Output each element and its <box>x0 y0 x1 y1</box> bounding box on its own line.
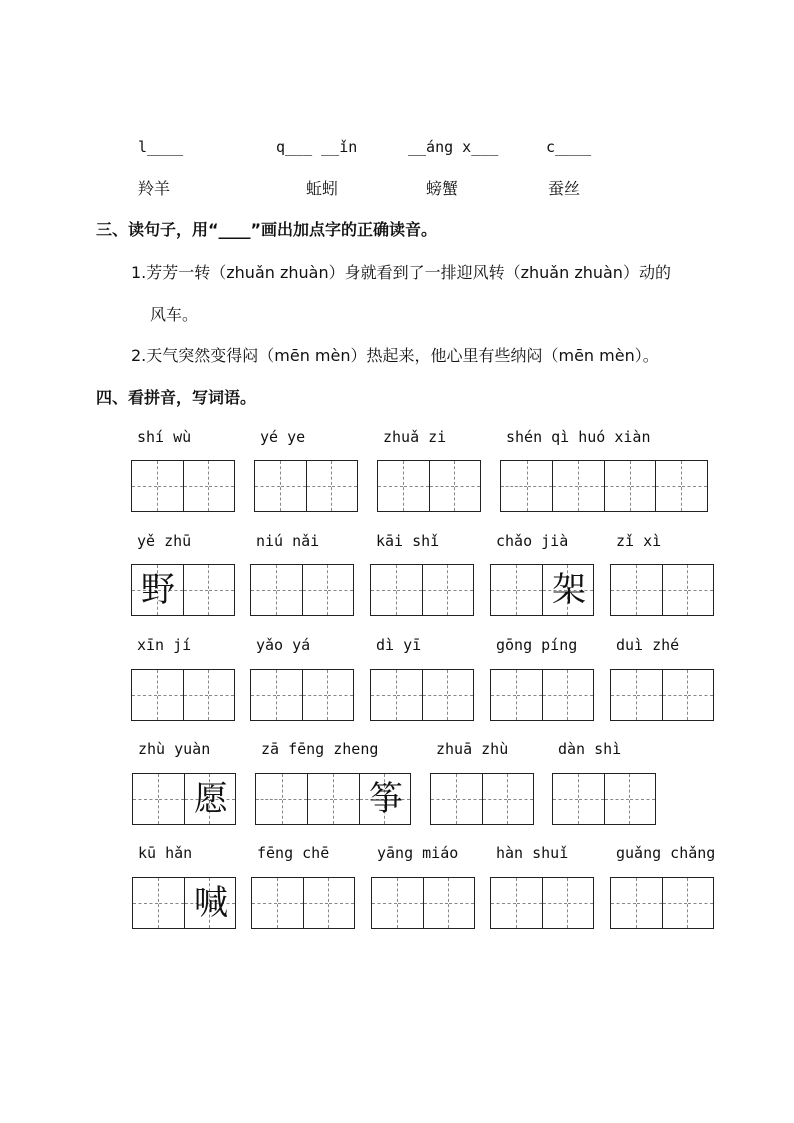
grid-dashed-guide <box>158 486 183 487</box>
word-pinyin: gōng píng <box>496 636 578 654</box>
grid-half-cell <box>578 461 604 511</box>
character-writing-grid[interactable] <box>131 460 235 512</box>
grid-dashed-guide <box>332 486 357 487</box>
given-character: 愿 <box>194 779 228 819</box>
word-pinyin: zhù yuàn <box>138 740 211 758</box>
grid-half-cell <box>306 461 332 511</box>
grid-half-cell <box>423 878 449 928</box>
character-writing-grid[interactable] <box>254 460 358 512</box>
grid-half-cell <box>255 461 280 511</box>
grid-half-cell <box>516 565 542 615</box>
grid-dashed-guide <box>132 695 157 696</box>
word-pinyin: zhuā zhù <box>436 740 509 758</box>
grid-half-cell <box>208 461 234 511</box>
grid-dashed-guide <box>133 903 158 904</box>
grid-dashed-guide <box>281 486 306 487</box>
grid-half-cell <box>630 461 656 511</box>
grid-half-cell <box>397 878 423 928</box>
grid-half-cell <box>328 878 354 928</box>
grid-half-cell <box>302 565 328 615</box>
grid-dashed-guide <box>329 903 354 904</box>
grid-dashed-guide <box>637 590 662 591</box>
grid-half-cell <box>431 774 456 824</box>
grid-half-cell <box>371 670 396 720</box>
grid-dashed-guide <box>605 486 630 487</box>
grid-half-cell <box>333 774 359 824</box>
word-pinyin: zā fēng zheng <box>261 740 379 758</box>
grid-dashed-guide <box>656 486 681 487</box>
grid-half-cell <box>542 670 568 720</box>
grid-half-cell <box>133 774 158 824</box>
word-pinyin: shén qì huó xiàn <box>506 428 651 446</box>
grid-half-cell <box>158 774 184 824</box>
grid-dashed-guide <box>553 799 578 800</box>
grid-half-cell <box>251 565 276 615</box>
grid-half-cell <box>183 565 209 615</box>
grid-dashed-guide <box>397 590 422 591</box>
grid-dashed-guide <box>184 486 209 487</box>
grid-half-cell <box>552 461 578 511</box>
grid-half-cell <box>157 461 183 511</box>
character-writing-grid[interactable] <box>430 773 534 825</box>
grid-half-cell <box>276 670 302 720</box>
grid-dashed-guide <box>491 695 516 696</box>
grid-half-cell <box>372 878 397 928</box>
grid-half-cell <box>491 670 516 720</box>
word-pinyin: fēng chē <box>257 844 330 862</box>
grid-dashed-guide <box>251 590 276 591</box>
grid-half-cell <box>507 774 533 824</box>
word-pinyin: duì zhé <box>616 636 680 654</box>
grid-half-cell <box>516 878 542 928</box>
grid-dashed-guide <box>637 695 662 696</box>
character-writing-grid[interactable] <box>131 669 235 721</box>
blank-pinyin-2: q___ __ǐn <box>276 138 358 156</box>
grid-dashed-guide <box>637 903 662 904</box>
word-pinyin: niú nǎi <box>256 532 320 550</box>
grid-dashed-guide <box>688 903 713 904</box>
grid-half-cell <box>482 774 508 824</box>
grid-dashed-guide <box>209 695 234 696</box>
grid-dashed-guide <box>423 695 448 696</box>
grid-dashed-guide <box>611 903 636 904</box>
grid-half-cell <box>277 878 303 928</box>
character-writing-grid[interactable] <box>610 669 714 721</box>
given-character: 喊 <box>194 883 228 923</box>
grid-dashed-guide <box>303 590 328 591</box>
grid-dashed-guide <box>543 695 568 696</box>
grid-half-cell <box>403 461 429 511</box>
grid-half-cell <box>327 670 353 720</box>
grid-half-cell <box>282 774 308 824</box>
character-writing-grid[interactable] <box>131 564 235 616</box>
grid-half-cell <box>611 878 636 928</box>
grid-half-cell <box>604 461 630 511</box>
grid-half-cell <box>567 670 593 720</box>
grid-half-cell <box>276 565 302 615</box>
character-writing-grid[interactable] <box>490 669 594 721</box>
word-pinyin: zǐ xì <box>616 532 662 550</box>
blank-word-2: 蚯蚓 <box>306 179 339 198</box>
word-pinyin: kāi shǐ <box>376 532 440 550</box>
character-writing-grid[interactable] <box>251 877 355 929</box>
grid-dashed-guide <box>611 695 636 696</box>
character-writing-grid[interactable] <box>255 773 411 825</box>
grid-dashed-guide <box>308 799 333 800</box>
grid-dashed-guide <box>278 903 303 904</box>
grid-dashed-guide <box>448 695 473 696</box>
grid-half-cell <box>208 670 234 720</box>
grid-half-cell <box>208 565 234 615</box>
grid-half-cell <box>327 565 353 615</box>
character-writing-grid[interactable] <box>490 877 594 929</box>
grid-half-cell <box>491 565 516 615</box>
grid-half-cell <box>604 774 630 824</box>
grid-half-cell <box>307 774 333 824</box>
blank-word-4: 蚕丝 <box>548 179 581 198</box>
grid-half-cell <box>133 878 158 928</box>
character-writing-grid[interactable] <box>250 669 354 721</box>
character-writing-grid[interactable] <box>370 669 474 721</box>
grid-dashed-guide <box>424 903 449 904</box>
grid-dashed-guide <box>663 695 688 696</box>
grid-dashed-guide <box>256 799 282 800</box>
grid-dashed-guide <box>372 903 397 904</box>
grid-half-cell <box>687 565 713 615</box>
grid-half-cell <box>662 565 688 615</box>
grid-half-cell <box>183 670 209 720</box>
grid-half-cell <box>516 670 542 720</box>
grid-half-cell <box>280 461 306 511</box>
grid-dashed-guide <box>630 799 655 800</box>
grid-half-cell <box>396 670 422 720</box>
grid-half-cell <box>636 878 662 928</box>
grid-dashed-guide <box>528 486 553 487</box>
grid-half-cell <box>396 565 422 615</box>
grid-dashed-guide <box>328 590 353 591</box>
grid-half-cell <box>567 878 593 928</box>
section4-heading: 四、看拼音，写词语。 <box>96 388 257 407</box>
grid-dashed-guide <box>277 695 302 696</box>
blank-pinyin-4: c____ <box>546 138 592 156</box>
grid-dashed-guide <box>448 590 473 591</box>
character-writing-grid[interactable] <box>370 564 474 616</box>
grid-half-cell <box>553 774 578 824</box>
grid-half-cell <box>371 565 396 615</box>
grid-half-cell <box>501 461 527 511</box>
word-pinyin: chǎo jià <box>496 532 569 550</box>
character-writing-grid[interactable] <box>500 460 708 512</box>
grid-half-cell <box>157 670 183 720</box>
grid-half-cell <box>636 565 662 615</box>
grid-half-cell <box>454 461 480 511</box>
grid-dashed-guide <box>209 486 234 487</box>
character-writing-grid[interactable] <box>250 564 354 616</box>
grid-dashed-guide <box>277 590 302 591</box>
grid-dashed-guide <box>568 903 593 904</box>
grid-dashed-guide <box>449 903 474 904</box>
section3-sentence2: 2.天气突然变得闷（mēn mèn）热起来，他心里有些纳闷（mēn mèn）。 <box>131 346 659 365</box>
section3-sentence1-line2: 风车。 <box>150 305 199 324</box>
blank-pinyin-1: l____ <box>138 138 184 156</box>
grid-half-cell <box>303 878 329 928</box>
character-writing-grid[interactable] <box>371 877 475 929</box>
grid-half-cell <box>578 774 604 824</box>
grid-dashed-guide <box>501 486 527 487</box>
grid-half-cell <box>687 878 713 928</box>
grid-dashed-guide <box>431 799 456 800</box>
grid-dashed-guide <box>378 486 403 487</box>
word-pinyin: kū hǎn <box>138 844 193 862</box>
grid-dashed-guide <box>328 695 353 696</box>
grid-dashed-guide <box>397 695 422 696</box>
grid-dashed-guide <box>184 590 209 591</box>
grid-half-cell <box>662 670 688 720</box>
grid-dashed-guide <box>517 695 542 696</box>
word-pinyin: yǎo yá <box>256 636 311 654</box>
grid-dashed-guide <box>491 903 516 904</box>
grid-dashed-guide <box>455 486 480 487</box>
grid-dashed-guide <box>457 799 482 800</box>
grid-dashed-guide <box>398 903 423 904</box>
grid-half-cell <box>422 670 448 720</box>
grid-half-cell <box>422 565 448 615</box>
character-writing-grid[interactable] <box>610 877 714 929</box>
grid-dashed-guide <box>304 903 329 904</box>
grid-dashed-guide <box>158 695 183 696</box>
grid-dashed-guide <box>132 486 157 487</box>
character-writing-grid[interactable] <box>132 773 236 825</box>
grid-dashed-guide <box>517 590 542 591</box>
grid-half-cell <box>662 878 688 928</box>
grid-half-cell <box>378 461 403 511</box>
grid-half-cell <box>302 670 328 720</box>
grid-dashed-guide <box>423 590 448 591</box>
word-pinyin: yé ye <box>260 428 306 446</box>
character-writing-grid[interactable] <box>552 773 656 825</box>
grid-half-cell <box>636 670 662 720</box>
grid-dashed-guide <box>430 486 455 487</box>
blank-pinyin-3: __áng x___ <box>408 138 499 156</box>
grid-dashed-guide <box>579 799 604 800</box>
grid-dashed-guide <box>303 695 328 696</box>
grid-half-cell <box>456 774 482 824</box>
grid-half-cell <box>251 670 276 720</box>
grid-half-cell <box>183 461 209 511</box>
word-pinyin: shí wù <box>137 428 192 446</box>
word-pinyin: dì yī <box>376 636 422 654</box>
grid-half-cell <box>447 565 473 615</box>
grid-dashed-guide <box>371 590 396 591</box>
character-writing-grid[interactable] <box>132 877 236 929</box>
word-pinyin: yāng miáo <box>377 844 459 862</box>
grid-dashed-guide <box>283 799 308 800</box>
grid-dashed-guide <box>553 486 578 487</box>
grid-half-cell <box>252 878 277 928</box>
grid-dashed-guide <box>371 695 396 696</box>
grid-half-cell <box>681 461 707 511</box>
grid-dashed-guide <box>209 590 234 591</box>
grid-dashed-guide <box>605 799 630 800</box>
grid-half-cell <box>132 461 157 511</box>
character-writing-grid[interactable] <box>610 564 714 616</box>
grid-dashed-guide <box>255 486 280 487</box>
grid-dashed-guide <box>611 590 636 591</box>
blank-word-3: 螃蟹 <box>426 179 459 198</box>
word-pinyin: xīn jí <box>137 636 192 654</box>
grid-dashed-guide <box>508 799 533 800</box>
grid-dashed-guide <box>631 486 656 487</box>
grid-half-cell <box>158 878 184 928</box>
grid-dashed-guide <box>663 903 688 904</box>
grid-dashed-guide <box>491 590 516 591</box>
grid-dashed-guide <box>517 903 542 904</box>
grid-dashed-guide <box>579 486 604 487</box>
grid-dashed-guide <box>568 695 593 696</box>
grid-half-cell <box>256 774 282 824</box>
character-writing-grid[interactable] <box>490 564 594 616</box>
word-pinyin: zhuǎ zi <box>383 428 447 446</box>
word-pinyin: guǎng chǎng <box>616 844 716 862</box>
grid-half-cell <box>687 670 713 720</box>
word-pinyin: dàn shì <box>558 740 622 758</box>
grid-dashed-guide <box>159 903 184 904</box>
grid-half-cell <box>447 670 473 720</box>
grid-half-cell <box>429 461 455 511</box>
grid-half-cell <box>331 461 357 511</box>
given-character: 架 <box>552 570 586 610</box>
grid-dashed-guide <box>133 799 158 800</box>
grid-dashed-guide <box>688 695 713 696</box>
grid-dashed-guide <box>663 590 688 591</box>
grid-half-cell <box>527 461 553 511</box>
grid-dashed-guide <box>688 590 713 591</box>
grid-dashed-guide <box>543 903 568 904</box>
word-pinyin: hàn shuǐ <box>496 844 569 862</box>
grid-dashed-guide <box>483 799 508 800</box>
grid-half-cell <box>132 670 157 720</box>
grid-dashed-guide <box>252 903 277 904</box>
blank-word-1: 羚羊 <box>138 179 171 198</box>
grid-dashed-guide <box>159 799 184 800</box>
grid-dashed-guide <box>307 486 332 487</box>
grid-dashed-guide <box>404 486 429 487</box>
grid-dashed-guide <box>251 695 276 696</box>
grid-half-cell <box>611 565 636 615</box>
grid-half-cell <box>629 774 655 824</box>
grid-dashed-guide <box>334 799 359 800</box>
word-pinyin: yě zhū <box>137 532 192 550</box>
section3-heading: 三、读句子，用“____”画出加点字的正确读音。 <box>96 220 438 239</box>
given-character: 野 <box>141 570 175 610</box>
character-writing-grid[interactable] <box>377 460 481 512</box>
grid-half-cell <box>491 878 516 928</box>
grid-half-cell <box>448 878 474 928</box>
grid-dashed-guide <box>682 486 707 487</box>
grid-half-cell <box>542 878 568 928</box>
section3-sentence1-line1: 1.芳芳一转（zhuǎn zhuàn）身就看到了一排迎风转（zhuǎn zhuàn）动的 <box>131 263 671 282</box>
grid-half-cell <box>611 670 636 720</box>
grid-dashed-guide <box>184 695 209 696</box>
grid-half-cell <box>655 461 681 511</box>
given-character: 筝 <box>369 779 403 819</box>
